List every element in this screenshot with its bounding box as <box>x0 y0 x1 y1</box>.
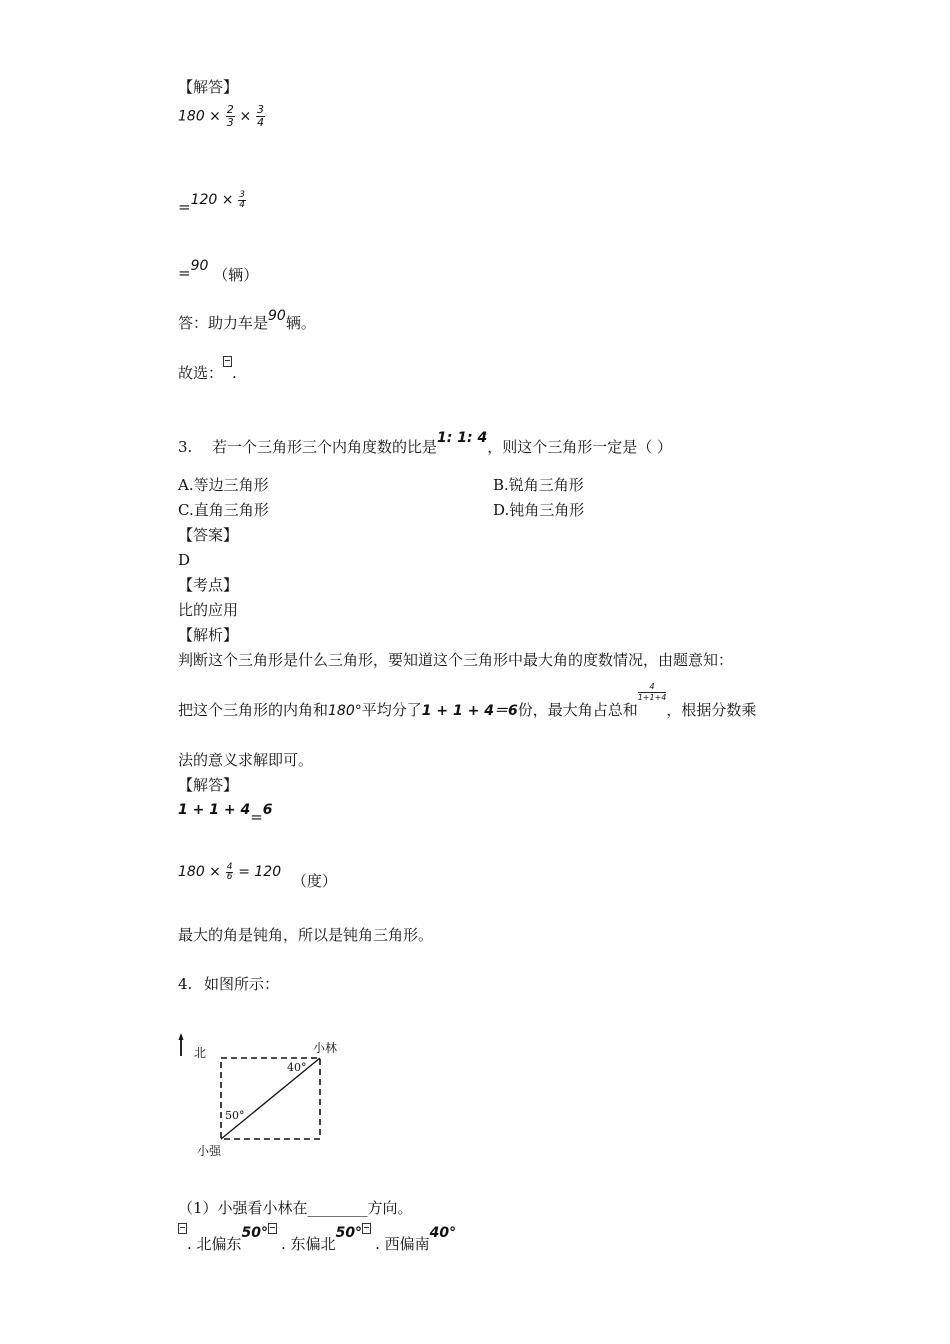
deg-180: 180° <box>328 703 362 719</box>
solution-line-3 <box>178 256 259 284</box>
expr-180-times: 180 × <box>178 108 221 125</box>
choice-line <box>178 356 237 382</box>
label-north: 北 <box>194 1046 207 1060</box>
q4-number: 4. <box>178 975 193 993</box>
jiexi-line-1: 判断这个三角形是什么三角形，要知道这个三角形中最大角的度数情况，由题意知： <box>178 651 734 669</box>
q4-options-line <box>178 1223 457 1253</box>
option-b[interactable]: B.锐角三角形 <box>493 476 584 494</box>
answer-prefix: 答：助力车是 <box>178 314 269 332</box>
sol2-unit: （度） <box>291 872 337 890</box>
missing-glyph-icon <box>223 356 232 367</box>
q3-stem-post: ，则这个三角形一定是（ ） <box>487 438 672 456</box>
q4-opt3-deg: 40° <box>429 1225 457 1241</box>
q4-opt2-deg: 50° <box>335 1225 363 1241</box>
times-sign: × <box>239 108 252 125</box>
jiexi-label: 【解析】 <box>178 626 239 644</box>
conclusion: 最大的角是钝角，所以是钝角三角形。 <box>178 926 434 944</box>
solution-line-1 <box>178 104 265 129</box>
choice-prefix: 故选： <box>178 364 224 382</box>
q4-opt3-text[interactable]: . 西偏南 <box>375 1235 430 1253</box>
jiexi-l2-post: ，根据分数乘 <box>666 701 757 719</box>
sol2-result: = 120 <box>238 864 282 880</box>
missing-glyph-icon-3 <box>362 1223 371 1234</box>
q3-stem <box>178 428 672 456</box>
answer-value: D <box>178 551 191 569</box>
missing-glyph-icon-1 <box>178 1223 187 1234</box>
fraction-3-4: $\frac{3}{4}$ <box>256 103 264 129</box>
option-c[interactable]: C.直角三角形 <box>178 501 269 519</box>
value-90: 90 <box>190 258 209 274</box>
sol-line-2 <box>178 861 337 890</box>
solution-line-2 <box>178 189 246 216</box>
q3-stem-pre: 若一个三角形三个内角度数的比是 <box>212 438 438 456</box>
jiexi-l2-mid2: 份，最大角占总和 <box>517 701 638 719</box>
fraction-3-4-small: $\frac{3}{4}$ <box>239 189 245 210</box>
q4-stem <box>178 975 279 993</box>
choice-suffix: . <box>232 364 237 382</box>
answer-sentence <box>178 306 316 332</box>
kaodian-text: 比的应用 <box>178 601 239 619</box>
q4-opt1-text[interactable]: . 北偏东 <box>187 1235 242 1253</box>
jiexi-line-3: 法的意义求解即可。 <box>178 751 314 769</box>
missing-glyph-icon-2 <box>268 1223 277 1234</box>
jiexi-l2-pre: 把这个三角形的内角和 <box>178 701 329 719</box>
jiexi-line-2 <box>178 682 757 719</box>
sol2-180-times: 180 × <box>178 864 221 880</box>
label-xiaoqiang: 小强 <box>197 1144 222 1158</box>
north-arrow-head <box>179 1033 184 1040</box>
sol1-six: 6 <box>262 802 273 818</box>
equals-sign: = <box>178 198 191 216</box>
q4-sub1: （1）小强看小林在________方向。 <box>178 1199 413 1217</box>
sol-line-1 <box>178 800 273 826</box>
sol1-sum: 1 + 1 + 4 <box>178 802 251 818</box>
fraction-4-6: $\frac{4}{6}$ <box>226 861 233 882</box>
answer-label: 【答案】 <box>178 526 239 544</box>
equals-sign-2: = <box>178 264 191 282</box>
label-xiaolin: 小林 <box>313 1041 338 1055</box>
q4-opt2-text[interactable]: . 东偏北 <box>281 1235 336 1253</box>
q3-ratio: 1: 1: 4 <box>437 430 488 446</box>
unit-liang: （辆） <box>213 266 259 284</box>
label-angle-40: 40° <box>287 1061 307 1074</box>
q3-number: 3. <box>178 438 193 456</box>
fraction-2-3: $\frac{2}{3}$ <box>226 103 234 129</box>
answer-suffix: 辆。 <box>285 314 316 332</box>
direction-figure <box>170 1030 360 1165</box>
expr-120-times: 120 × <box>190 192 234 208</box>
q4-stem-text: 如图所示： <box>204 975 280 993</box>
jiexi-l2-mid: 平均分了 <box>361 701 422 719</box>
sum-expression: 1 + 1 + 4＝6 <box>421 703 518 719</box>
option-d[interactable]: D.钝角三角形 <box>493 501 585 519</box>
option-a[interactable]: A.等边三角形 <box>178 476 269 494</box>
label-angle-50: 50° <box>225 1109 245 1122</box>
kaodian-label: 【考点】 <box>178 576 239 594</box>
fraction-4-over-sum: $\frac{4}{1+1+4}$ <box>637 682 667 702</box>
jieda-label-2: 【解答】 <box>178 776 239 794</box>
sol1-eq: = <box>250 808 263 826</box>
jieda-label-1: 【解答】 <box>178 78 239 96</box>
answer-value-90: 90 <box>268 308 286 324</box>
q4-opt1-deg: 50° <box>241 1225 269 1241</box>
